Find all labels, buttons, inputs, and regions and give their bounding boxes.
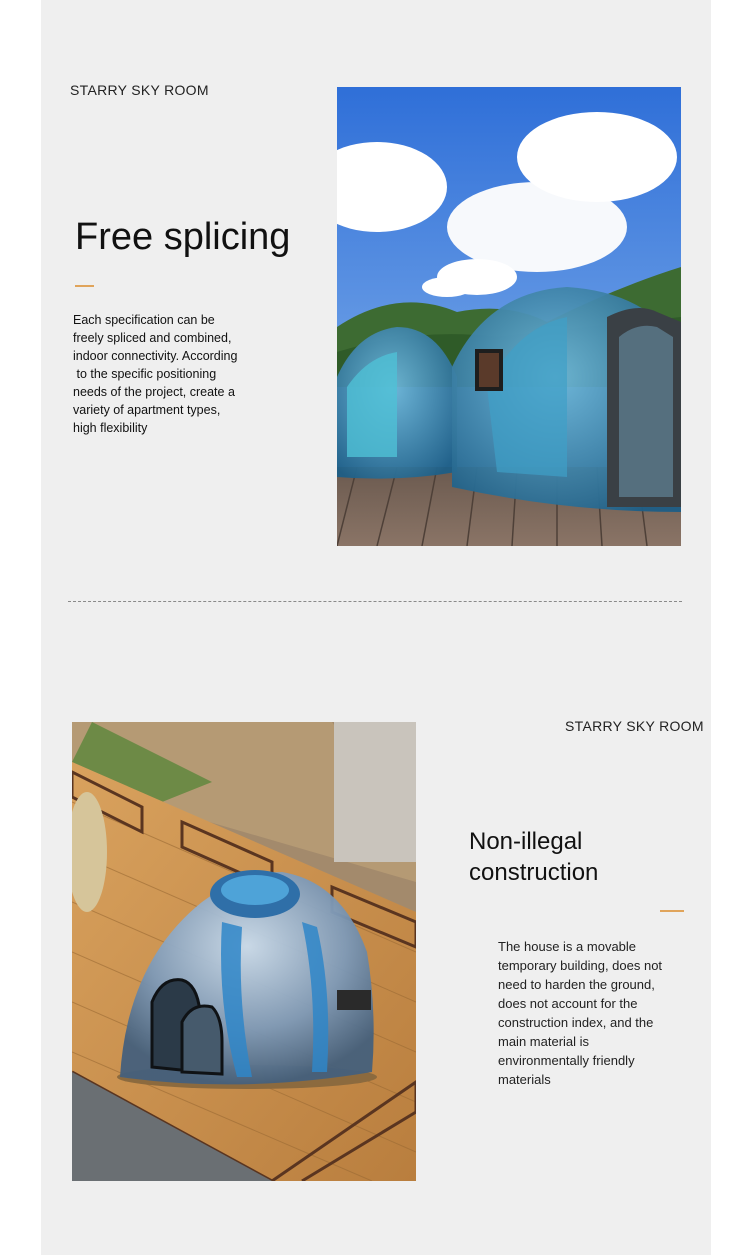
section2-accent-line <box>660 910 684 912</box>
body-line: variety of apartment types, <box>73 403 221 417</box>
section2-body <box>498 937 693 1089</box>
body-line: temporary building, does not <box>498 958 663 973</box>
body-line: indoor connectivity. According <box>73 349 238 363</box>
section1-label: STARRY SKY ROOM <box>70 82 209 98</box>
dome-deck-photo <box>72 722 416 1181</box>
title-line: Non-illegal <box>469 828 583 855</box>
body-line: to the specific positioning <box>73 367 217 381</box>
body-line: main material is <box>498 1034 590 1049</box>
section2-label: STARRY SKY ROOM <box>565 718 704 734</box>
section1-title: Free splicing <box>75 216 291 258</box>
body-line: Each specification can be <box>73 313 215 327</box>
section1-accent-line <box>75 285 94 287</box>
title-line: construction <box>469 859 599 886</box>
body-line: freely spliced and combined, <box>73 331 232 345</box>
body-line: materials <box>498 1072 551 1087</box>
section2-title <box>469 826 669 888</box>
dome-pair-photo <box>337 87 681 546</box>
section-divider <box>68 601 682 602</box>
body-line: The house is a movable <box>498 939 637 954</box>
body-line: need to harden the ground, <box>498 977 655 992</box>
body-line: high flexibility <box>73 421 148 435</box>
body-line: construction index, and the <box>498 1015 654 1030</box>
body-line: needs of the project, create a <box>73 385 235 399</box>
body-line: does not account for the <box>498 996 638 1011</box>
body-line: environmentally friendly <box>498 1053 635 1068</box>
section1-body <box>73 311 273 437</box>
